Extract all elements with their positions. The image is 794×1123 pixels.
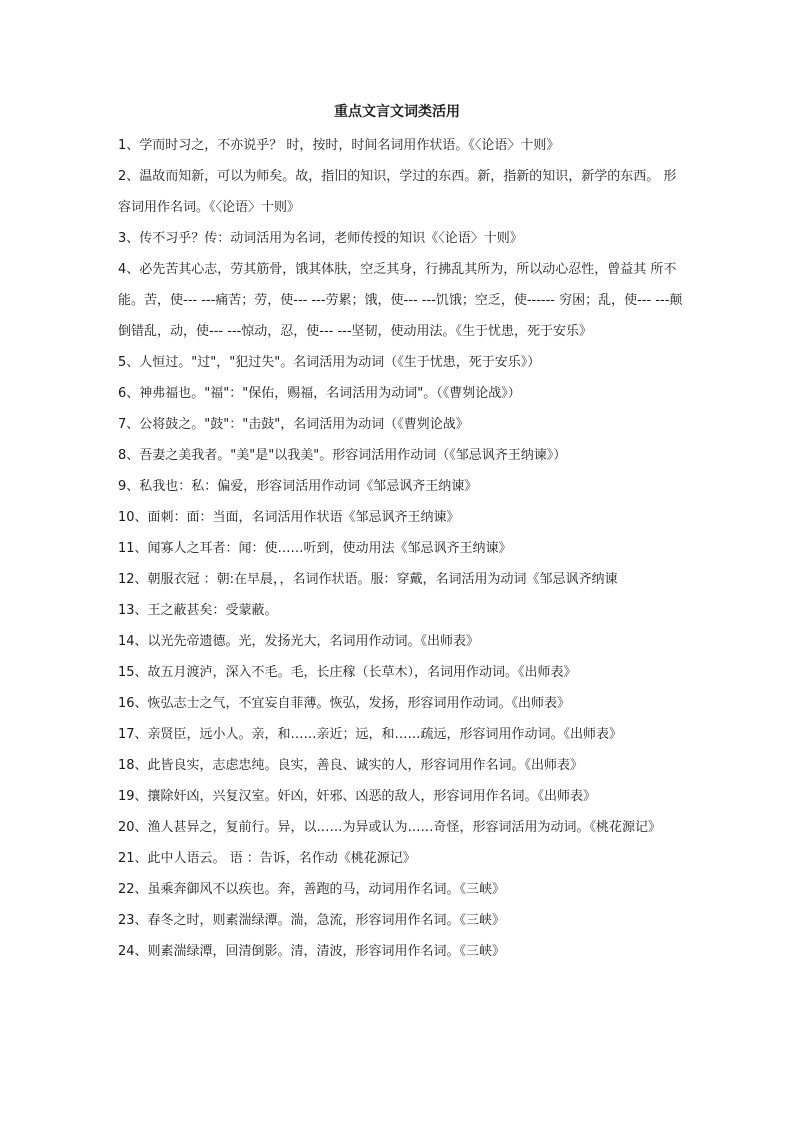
list-item: 18、此皆良实，志虑忠纯。良实，善良、诚实的人，形容词用作名词。《出师表》 bbox=[118, 758, 584, 773]
list-item: 19、攘除奸凶，兴复汉室。奸凶，奸邪、凶恶的敌人，形容词用作名词。《出师表》 bbox=[118, 789, 597, 804]
list-item: 5、人恒过。"过"，"犯过失"。名词活用为动词（《生于忧患，死于安乐》） bbox=[118, 355, 541, 370]
list-item: 17、亲贤臣，远小人。亲，和……亲近；远，和……疏远，形容词用作动词。《出师表》 bbox=[118, 727, 623, 742]
list-item: 14、以光先帝遗德。光，发扬光大，名词用作动词。《出师表》 bbox=[118, 634, 480, 649]
list-item: 15、故五月渡泸，深入不毛。毛，长庄稼（长草木），名词用作动词。《出师表》 bbox=[118, 665, 577, 680]
list-item: 1、学而时习之，不亦说乎？ 时，按时，时间名词用作状语。《〈论语〉十则》 bbox=[118, 138, 560, 153]
list-item: 24、则素湍绿潭，回清倒影。清，清波，形容词用作名词。《三峡》 bbox=[118, 944, 506, 959]
list-item: 20、渔人甚异之，复前行。异，以……为异或认为……奇怪，形容词活用为动词。《桃花源记》 bbox=[118, 820, 662, 835]
list-item: 22、虽乘奔御风不以疾也。奔，善跑的马，动词用作名词。《三峡》 bbox=[118, 882, 506, 897]
list-item: 12、朝服衣冠 ：朝:在早晨，，名词作状语。服：穿戴，名词活用为动词《邹忌讽齐纳谏 bbox=[118, 572, 618, 587]
list-item: 13、王之蔽甚矣：受蒙蔽。 bbox=[118, 603, 278, 618]
document-title: 重点文言文词类活用 bbox=[334, 104, 460, 120]
list-item: 7、公将鼓之。"鼓"："击鼓"，名词活用为动词（《曹刿论战》 bbox=[118, 417, 469, 432]
list-item: 23、春冬之时，则素湍绿潭。湍，急流，形容词用作名词。《三峡》 bbox=[118, 913, 506, 928]
list-item: 10、面刺：面：当面，名词活用作状语《邹忌讽齐王纳谏》 bbox=[118, 510, 460, 525]
list-item: 16、恢弘志士之气，不宜妄自菲薄。恢弘，发扬，形容词用作动词。《出师表》 bbox=[118, 696, 571, 711]
list-item: 6、神弗福也。"福"："保佑，赐福，名词活用为动词"。（《曹刿论战》） bbox=[118, 386, 521, 401]
list-item: 4、必先苦其心志，劳其筋骨，饿其体肤，空乏其身，行拂乱其所为，所以动心忍性，曾益其 所不能。苦，使--- ---痛苦；劳，使--- ---劳累；饿，使--- ---饥饿；空乏，使------ 穷困；乱，使--- ---颠倒错乱，动，使--- ---惊动，忍，使--- ---坚韧，使动用法。《生于忧患，死于安乐》 bbox=[118, 262, 683, 339]
list-item: 3、传不习乎？传：动词活用为名词，老师传授的知识《〈论语〉十则》 bbox=[118, 231, 523, 246]
item-list bbox=[118, 130, 683, 967]
list-item: 2、温故而知新，可以为师矣。故，指旧的知识，学过的东西。新，指新的知识，新学的东西。 形容词用作名词。《〈论语〉十则》 bbox=[118, 169, 677, 215]
list-item: 9、私我也：私：偏爱，形容词活用作动词《邹忌讽齐王纳谏》 bbox=[118, 479, 478, 494]
list-item: 21、此中人语云。 语 ：告诉，名作动《桃花源记》 bbox=[118, 851, 416, 866]
list-item: 11、闻寡人之耳者：闻：使……听到，使动用法《邹忌讽齐王纳谏》 bbox=[118, 541, 512, 556]
list-item: 8、吾妻之美我者。"美"是"以我美"。形容词活用作动词（《邹忌讽齐王纳谏》） bbox=[118, 448, 567, 463]
